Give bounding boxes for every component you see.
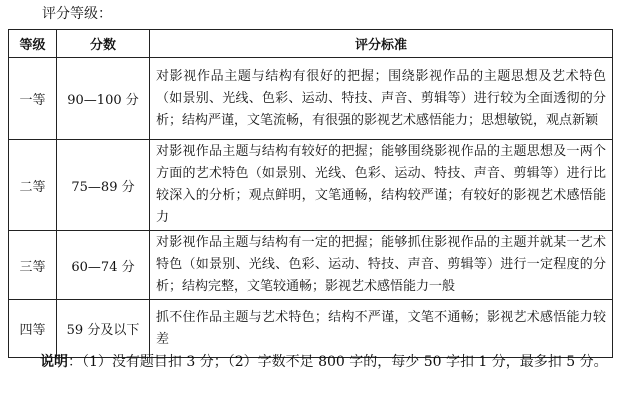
row-criteria: 抓不住作品主题与艺术特色；结构不严谨，文笔不通畅；影视艺术感悟能力较差 (150, 300, 613, 358)
row-score: 90—100 分 (57, 58, 150, 140)
row-level: 一等 (9, 58, 57, 140)
table-row (9, 300, 613, 358)
note-label: 说明 (40, 354, 68, 370)
row-criteria: 对影视作品主题与结构有较好的把握；能够围绕影视作品的主题思想及一两个方面的艺术特色（如景别、光线、色彩、运动、特技、声音、剪辑等）进行比较深入的分析；观点鲜明，文笔通畅，结构较严谨；有较好的影视艺术感悟能力 (150, 140, 613, 231)
row-level: 二等 (9, 140, 57, 231)
table-row (9, 58, 613, 140)
grading-table (8, 29, 613, 358)
section-heading: 评分等级： (42, 6, 112, 22)
scoring-note (8, 350, 610, 375)
header-level: 等级 (9, 30, 57, 58)
row-score: 59 分及以下 (57, 300, 150, 358)
header-score: 分数 (57, 30, 150, 58)
row-score: 60—74 分 (57, 231, 150, 300)
row-criteria: 对影视作品主题与结构有很好的把握；围绕影视作品的主题思想及艺术特色（如景别、光线、色彩、运动、特技、声音、剪辑等）进行较为全面透彻的分析；结构严谨，文笔流畅，有很强的影视艺术感悟能力；思想敏锐，观点新颖 (150, 58, 613, 140)
row-level: 四等 (9, 300, 57, 358)
table-row (9, 140, 613, 231)
header-criteria: 评分标准 (150, 30, 613, 58)
row-criteria: 对影视作品主题与结构有一定的把握；能够抓住影视作品的主题并就某一艺术特色（如景别、光线、色彩、运动、特技、声音、剪辑等）进行一定程度的分析；结构完整，文笔较通畅；影视艺术感悟能力一般 (150, 231, 613, 300)
row-level: 三等 (9, 231, 57, 300)
note-text: ：（1）没有题目扣 3 分；（2）字数不足 800 字的，每少 50 字扣 1 分，最多扣 5 分。 (68, 354, 608, 370)
table-header-row (9, 30, 613, 58)
row-score: 75—89 分 (57, 140, 150, 231)
table-row (9, 231, 613, 300)
